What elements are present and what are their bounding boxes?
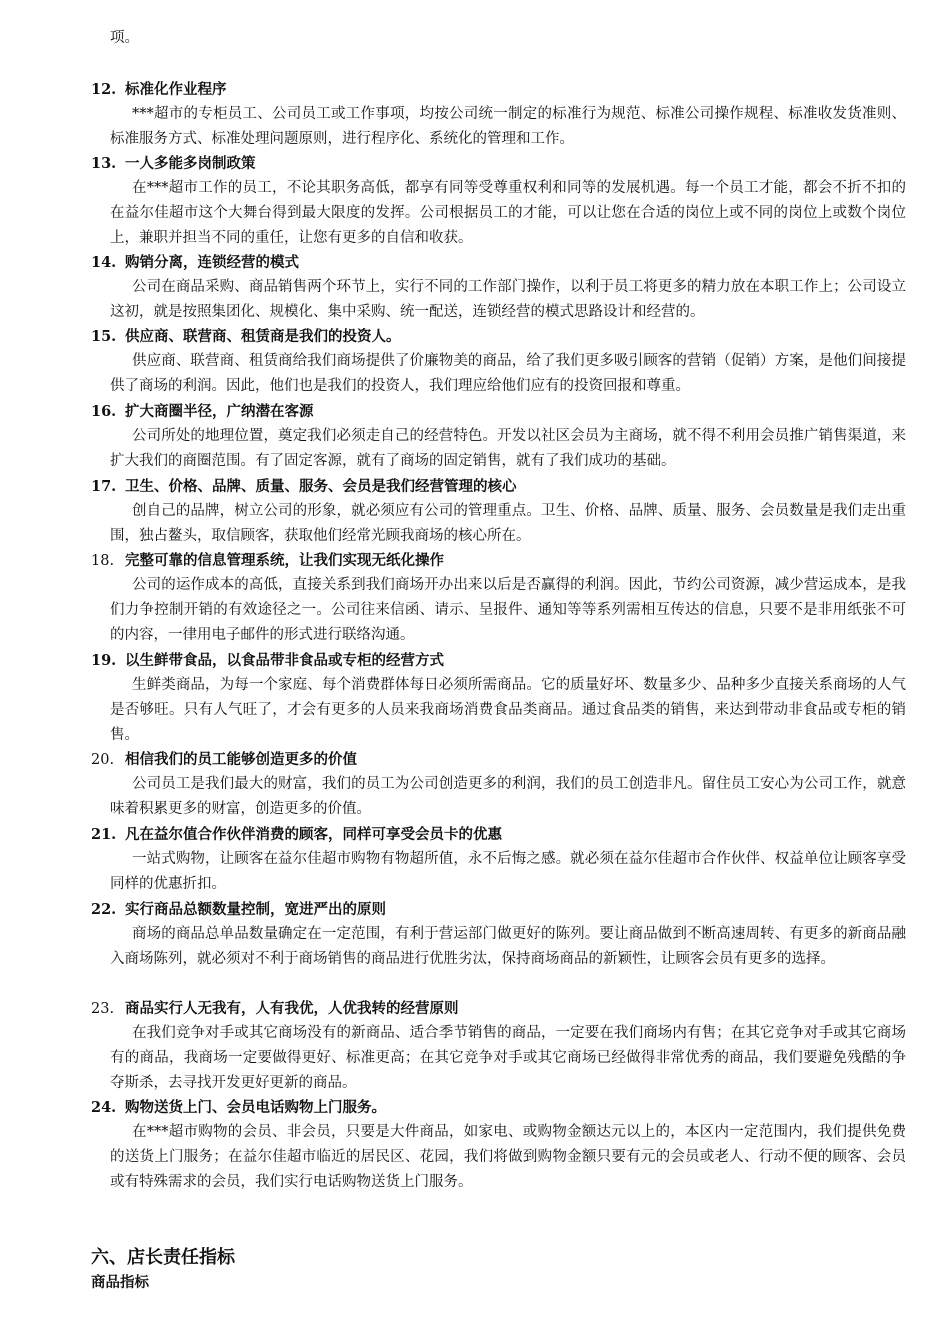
section-title: 六、店长责任指标 [91, 1247, 235, 1268]
item-heading [91, 825, 502, 845]
item-number: 12. [91, 81, 117, 98]
item-heading [91, 750, 357, 770]
item-heading [91, 80, 227, 100]
item-heading-text: 实行商品总额数量控制，宽进严出的原则 [125, 901, 386, 918]
item-heading [91, 900, 386, 920]
item-heading-text: 购销分离，连锁经营的模式 [125, 254, 299, 271]
item-number: 20. [91, 752, 115, 768]
item-number: 24. [91, 1099, 117, 1116]
item-heading-text: 供应商、联营商、租赁商是我们的投资人。 [125, 328, 401, 345]
item-heading-text: 完整可靠的信息管理系统，让我们实现无纸化操作 [125, 552, 444, 569]
item-heading [91, 651, 444, 671]
item-number: 18. [91, 553, 115, 569]
item-body: 公司的运作成本的高低，直接关系到我们商场开办出来以后是否赢得的利润。因此，节约公司资源，减少营运成本，是我们力争控制开销的有效途径之一。公司往来信函、请示、呈报件、通知等等系列需相互传达的信息，只要不是非用纸张不可的内容，一律用电子邮件的形式进行联络沟通。 [110, 577, 906, 643]
item-number: 14. [91, 254, 117, 271]
item-heading-text: 一人多能多岗制政策 [125, 155, 256, 172]
item-heading-text: 标准化作业程序 [125, 81, 227, 98]
item-body: 公司在商品采购、商品销售两个环节上，实行不同的工作部门操作，以利于员工将更多的精力放在本职工作上；公司设立这初，就是按照集团化、规模化、集中采购、统一配送，连锁经营的模式思路设计和经营的。 [110, 279, 906, 320]
item-heading-text: 以生鲜带食品，以食品带非食品或专柜的经营方式 [125, 652, 444, 669]
item-heading-text: 购物送货上门、会员电话购物上门服务。 [125, 1099, 386, 1116]
item-body: 公司所处的地理位置，奠定我们必须走自己的经营特色。开发以社区会员为主商场，就不得不利用会员推广销售渠道，来扩大我们的商圈范围。有了固定客源，就有了商场的固定销售，就有了我们成功的基础。 [110, 428, 906, 469]
item-heading [91, 477, 517, 497]
item-body: 在***超市工作的员工，不论其职务高低，都享有同等受尊重权利和同等的发展机遇。每一个员工才能，都会不折不扣的在益尔佳超市这个大舞台得到最大限度的发挥。公司根据员工的才能，可以让您在合适的岗位上或不同的岗位上或数个岗位上，兼职并担当不同的重任，让您有更多的自信和收获。 [110, 180, 906, 246]
item-body: 创自己的品牌，树立公司的形象，就必须应有公司的管理重点。卫生、价格、品牌、质量、服务、会员数量是我们走出重围，独占鳌头，取信顾客，获取他们经常光顾我商场的核心所在。 [110, 503, 906, 544]
item-body: 在我们竞争对手或其它商场没有的新商品、适合季节销售的商品，一定要在我们商场内有售；在其它竞争对手或其它商场有的商品，我商场一定要做得更好、标准更高；在其它竞争对手或其它商场已经做得非常优秀的商品，我们要避免残酷的争夺斯杀，去寻找开发更好更新的商品。 [110, 1025, 906, 1091]
intro-fragment: 项。 [110, 30, 139, 46]
section-subtitle: 商品指标 [91, 1274, 149, 1291]
item-heading [91, 327, 401, 347]
item-heading [91, 402, 314, 422]
item-heading [91, 551, 444, 571]
item-body: 在***超市购物的会员、非会员，只要是大件商品，如家电、或购物金额达元以上的，本区内一定范围内，我们提供免费的送货上门服务；在益尔佳超市临近的居民区、花园，我们将做到购物金额只要有元的会员或老人、行动不便的顾客、会员或有特殊需求的会员，我们实行电话购物送货上门服务。 [110, 1124, 906, 1190]
item-heading-text: 商品实行人无我有，人有我优，人优我转的经营原则 [125, 1000, 459, 1017]
item-number: 13. [91, 155, 117, 172]
item-body: 生鲜类商品，为每一个家庭、每个消费群体每日必须所需商品。它的质量好坏、数量多少、品种多少直接关系商场的人气是否够旺。只有人气旺了，才会有更多的人员来我商场消费食品类商品。通过食品类的销售，来达到带动非食品或专柜的销售。 [110, 677, 906, 743]
item-number: 21. [91, 826, 117, 843]
item-number: 15. [91, 328, 117, 345]
item-body: 商场的商品总单品数量确定在一定范围，有利于营运部门做更好的陈列。要让商品做到不断高速周转、有更多的新商品融入商场陈列，就必须对不利于商场销售的商品进行优胜劣汰，保持商场商品的新颖性，让顾客会员有更多的选择。 [110, 926, 906, 967]
item-heading-text: 卫生、价格、品牌、质量、服务、会员是我们经营管理的核心 [125, 478, 517, 495]
item-body: 公司员工是我们最大的财富，我们的员工为公司创造更多的利润，我们的员工创造非凡。留住员工安心为公司工作，就意味着积累更多的财富，创造更多的价值。 [110, 776, 906, 817]
item-heading [91, 1098, 386, 1118]
item-number: 19. [91, 652, 117, 669]
item-heading [91, 154, 256, 174]
item-heading-text: 相信我们的员工能够创造更多的价值 [125, 751, 357, 768]
item-heading [91, 253, 299, 273]
item-number: 17. [91, 478, 117, 495]
item-heading-text: 扩大商圈半径，广纳潜在客源 [125, 403, 314, 420]
item-heading-text: 凡在益尔值合作伙伴消费的顾客，同样可享受会员卡的优惠 [125, 826, 502, 843]
item-number: 22. [91, 901, 117, 918]
item-number: 16. [91, 403, 117, 420]
item-body: 供应商、联营商、租赁商给我们商场提供了价廉物美的商品，给了我们更多吸引顾客的营销（促销）方案，是他们间接提供了商场的利润。因此，他们也是我们的投资人，我们理应给他们应有的投资回报和尊重。 [110, 353, 906, 394]
item-number: 23. [91, 1001, 115, 1017]
item-body: 一站式购物，让顾客在益尔佳超市购物有物超所值，永不后悔之感。就必须在益尔佳超市合作伙伴、权益单位让顾客享受同样的优惠折扣。 [110, 851, 906, 892]
item-heading [91, 999, 459, 1019]
item-body: ***超市的专柜员工、公司员工或工作事项，均按公司统一制定的标准行为规范、标准公司操作规程、标准收发货准则、标准服务方式、标准处理问题原则，进行程序化、系统化的管理和工作。 [110, 106, 906, 147]
